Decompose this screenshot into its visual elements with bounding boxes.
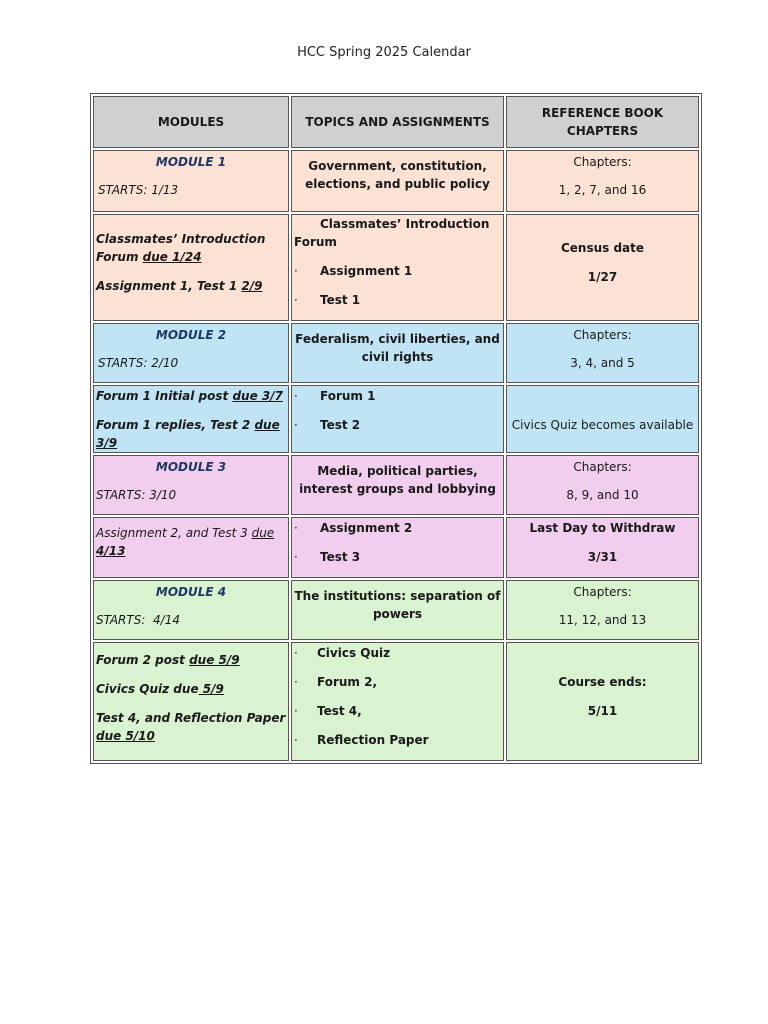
module2-title: MODULE 2 [155, 328, 227, 342]
due-date: 2/9 [241, 279, 263, 293]
module2-chapters-cell [506, 323, 699, 383]
course-ends-date: 5/11 [587, 704, 618, 718]
module1-chapters: 1, 2, 7, and 16 [558, 183, 647, 197]
module4-chapters-label: Chapters: [573, 585, 632, 599]
module2-ref-cell [506, 385, 699, 453]
module1-due-cell [93, 214, 289, 321]
module4-starts: STARTS: 4/14 [96, 613, 180, 627]
module3-assign-row [93, 517, 699, 578]
withdraw-label: Last Day to Withdraw [529, 521, 676, 535]
module1-items [294, 215, 501, 309]
module4-topic: The institutions: separation of powers [294, 589, 501, 621]
civics-quiz-note: Civics Quiz becomes available [511, 418, 694, 432]
module3-chapters-label: Chapters: [573, 460, 632, 474]
list-item: · Classmates’ Introduction Forum [294, 215, 501, 251]
withdraw-date: 3/31 [587, 550, 618, 564]
due-text: Forum 1 replies, Test 2 [96, 418, 255, 432]
module1-row [93, 150, 699, 212]
due-word: due [251, 526, 275, 540]
module2-due-cell [93, 385, 289, 453]
due-date: due 3/9 [96, 418, 280, 450]
module4-items-cell [291, 642, 504, 761]
module3-row [93, 455, 699, 515]
module4-assign-row [93, 642, 699, 761]
module3-items-cell [291, 517, 504, 578]
due-text: Forum 1 Initial post [96, 389, 233, 403]
module1-due-2 [96, 277, 286, 295]
module2-starts: STARTS: 2/10 [98, 356, 179, 370]
module4-due-3 [96, 709, 286, 745]
module4-chapters: 11, 12, and 13 [558, 613, 647, 627]
module1-due-1 [96, 230, 286, 266]
header-row [93, 96, 699, 148]
due-text: Assignment 1, Test 1 [96, 279, 242, 293]
module4-row [93, 580, 699, 640]
module4-cell [93, 580, 289, 640]
module1-ref-cell [506, 214, 699, 321]
header-chapters: REFERENCE BOOK CHAPTERS [506, 96, 699, 148]
due-date: due 1/24 [142, 250, 202, 264]
module1-cell [93, 150, 289, 212]
calendar-table [90, 93, 702, 764]
module3-topic-cell [291, 455, 504, 515]
module1-topic: Government, constitution, elections, and public policy [305, 159, 490, 191]
module2-cell [93, 323, 289, 383]
list-item: · Test 1 [294, 291, 501, 309]
due-text: Civics Quiz due [96, 682, 199, 696]
module4-due-2 [96, 680, 286, 698]
list-item: · Test 2 [294, 416, 501, 434]
module1-chapters-cell [506, 150, 699, 212]
list-item: · Civics Quiz [294, 644, 501, 662]
module2-topic-cell [291, 323, 504, 383]
module1-topic-cell [291, 150, 504, 212]
module3-chapters-cell [506, 455, 699, 515]
list-item: · Assignment 1 [294, 262, 501, 280]
module4-due-1 [96, 651, 286, 669]
list-item: · Reflection Paper [294, 731, 501, 749]
module3-title: MODULE 3 [155, 460, 227, 474]
module1-starts: STARTS: 1/13 [98, 183, 179, 197]
due-date: 5/9 [198, 682, 224, 696]
module2-row [93, 323, 699, 383]
census-label: Census date [560, 241, 645, 255]
course-ends-label: Course ends: [558, 675, 647, 689]
header-topics: TOPICS AND ASSIGNMENTS [291, 96, 504, 148]
module3-topic: Media, political parties, interest groups and lobbying [299, 464, 496, 496]
list-item: · Assignment 2 [294, 519, 501, 537]
module4-due-cell [93, 642, 289, 761]
list-item: · Forum 1 [294, 387, 501, 405]
module2-chapters: 3, 4, and 5 [570, 356, 635, 370]
due-date: due 5/9 [189, 653, 240, 667]
header-modules: MODULES [93, 96, 289, 148]
module3-cell [93, 455, 289, 515]
module4-items [294, 644, 501, 749]
module3-ref-cell [506, 517, 699, 578]
module2-items-cell [291, 385, 504, 453]
list-item: · Forum 2, [294, 673, 501, 691]
module2-due-1 [96, 387, 286, 405]
due-date: due 5/10 [96, 729, 155, 743]
module2-due-2 [96, 416, 286, 452]
list-item: · Test 4, [294, 702, 501, 720]
module3-chapters: 8, 9, and 10 [566, 488, 639, 502]
module4-title: MODULE 4 [155, 585, 227, 599]
module4-ref-cell [506, 642, 699, 761]
list-item: · Test 3 [294, 548, 501, 566]
module1-items-cell [291, 214, 504, 321]
due-text: Assignment 2, and Test 3 [96, 526, 252, 540]
module1-assign-row [93, 214, 699, 321]
due-date: 4/13 [96, 544, 126, 558]
module3-items [294, 519, 501, 566]
module4-topic-cell [291, 580, 504, 640]
module3-starts: STARTS: 3/10 [96, 488, 177, 502]
module3-due-1 [96, 524, 286, 560]
module3-due-cell [93, 517, 289, 578]
module2-chapters-label: Chapters: [573, 328, 632, 342]
due-text: Test 4, and Reflection Paper [96, 711, 286, 725]
module2-topic: Federalism, civil liberties, and civil rights [295, 332, 500, 364]
module2-items [294, 387, 501, 434]
due-date: due 3/7 [232, 389, 283, 403]
due-text: Forum 2 post [96, 653, 190, 667]
page-title: HCC Spring 2025 Calendar [297, 45, 471, 60]
module1-chapters-label: Chapters: [573, 155, 632, 169]
due-text: Classmates’ Introduction Forum [96, 232, 266, 264]
module1-title: MODULE 1 [155, 155, 227, 169]
census-date: 1/27 [587, 270, 618, 284]
module2-assign-row [93, 385, 699, 453]
module4-chapters-cell [506, 580, 699, 640]
